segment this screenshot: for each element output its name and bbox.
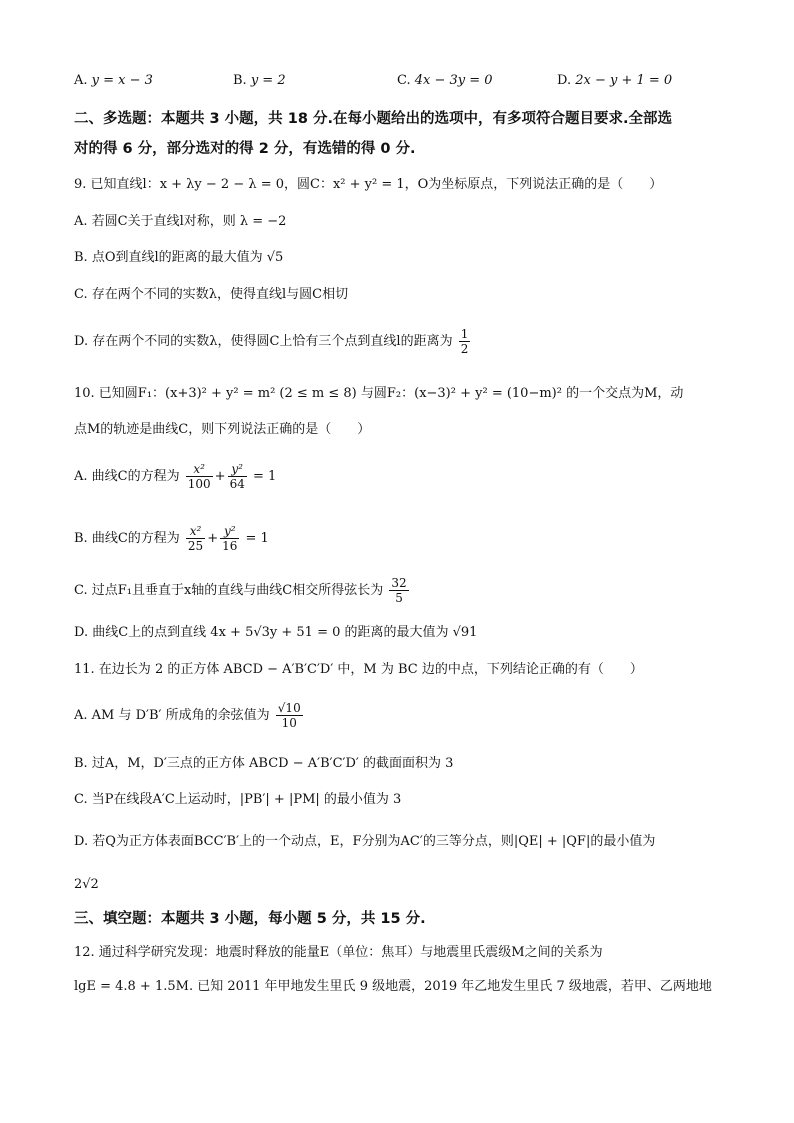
equation-tail: = 1: [245, 531, 269, 546]
numerator: y²: [228, 462, 247, 477]
numerator: x²: [186, 524, 205, 539]
numerator: x²: [186, 462, 213, 477]
numerator: 32: [391, 576, 407, 590]
section2-heading-line2: 对的得 6 分，部分选对的得 2 分，有选错的得 0 分.: [74, 141, 416, 157]
denominator: 100: [187, 477, 211, 491]
numerator: 1: [460, 327, 469, 341]
q10-option-b: B. 曲线C的方程为 $\frac{\text{x²}}{25}$ + $\frac{\text{y²}}{16}$ = 1: [74, 524, 269, 553]
q9-stem: 9. 已知直线l：x + λy − 2 − λ = 0，圆C：x² + y² = 1，O为坐标原点，下列说法正确的是（ ）: [74, 177, 663, 192]
option-text: A. 曲线C的方程为: [74, 469, 180, 484]
option-expr: 2x − y + 1 = 0: [575, 73, 673, 88]
q11-option-c: C. 当P在线段A′C上运动时，|PB′| + |PM| 的最小值为 3: [74, 792, 402, 807]
option-label: A.: [74, 73, 88, 88]
option-label: D.: [557, 73, 572, 88]
q9-option-d: [74, 325, 472, 359]
q8-option-a: [74, 71, 153, 91]
q8-option-d: [557, 71, 672, 91]
fraction: [459, 327, 471, 356]
option-text: C. 过点F₁且垂直于x轴的直线与曲线C相交所得弦长为: [74, 583, 384, 598]
q12-line2: lgE = 4.8 + 1.5M. 已知 2011 年甲地发生里氏 9 级地震，2019 年乙地发生里氏 7 级地震，若甲、乙两地地: [74, 979, 712, 994]
q11-option-d-line1: D. 若Q为正方体表面BCC′B′上的一个动点，E，F分别为AC′的三等分点，则|QE| + |QF|的最小值为: [74, 834, 656, 849]
option-expr: y = 2: [250, 73, 286, 88]
option-expr: y = x − 3: [91, 73, 153, 88]
denominator: 64: [229, 477, 245, 491]
q10-option-c: [74, 574, 411, 608]
denominator: 2: [460, 342, 469, 356]
q10-option-a: A. 曲线C的方程为 $\frac{\text{x²}}{100}$ + $\frac{\text{y²}}{64}$ = 1: [74, 462, 277, 491]
equation-tail: = 1: [252, 469, 277, 484]
option-text: B. 曲线C的方程为: [74, 531, 180, 546]
fraction: [276, 701, 303, 730]
denominator: 25: [187, 539, 204, 553]
fraction: [228, 462, 247, 491]
section2-heading-line1: 二、多选题：本题共 3 小题，共 18 分.在每小题给出的选项中，有多项符合题目要求.全部选: [74, 111, 672, 127]
q9-option-a: A. 若圆C关于直线l对称，则 λ = −2: [74, 214, 287, 229]
fraction: [186, 462, 213, 491]
option-expr: 4x − 3y = 0: [414, 73, 493, 88]
q10-stem-line2: 点M的轨迹是曲线C，则下列说法正确的是（ ）: [74, 422, 371, 437]
q11-option-d-line2: 2√2: [74, 877, 99, 892]
q10-stem-line1: 10. 已知圆F₁：(x+3)² + y² = m² (2 ≤ m ≤ 8) 与圆F₂：(x−3)² + y² = (10−m)² 的一个交点为M，动: [74, 386, 684, 401]
option-text: D. 存在两个不同的实数λ，使得圆C上恰有三个点到直线l的距离为: [74, 334, 453, 349]
denominator: 16: [222, 539, 238, 553]
denominator: 10: [281, 716, 297, 730]
option-text: A. AM 与 D′B′ 所成角的余弦值为: [74, 708, 270, 723]
q12-line1: 12. 通过科学研究发现：地震时释放的能量E（单位：焦耳）与地震里氏震级M之间的关系为: [74, 945, 603, 960]
q11-option-b: B. 过A，M，D′三点的正方体 ABCD − A′B′C′D′ 的截面面积为 3: [74, 756, 454, 771]
q8-option-b: [233, 71, 286, 91]
fraction: [186, 524, 205, 553]
option-label: B.: [233, 73, 247, 88]
q9-option-b: B. 点O到直线l的距离的最大值为 √5: [74, 250, 284, 265]
numerator: √10: [277, 701, 301, 715]
q9-option-c: C. 存在两个不同的实数λ，使得直线l与圆C相切: [74, 287, 349, 302]
fraction: [389, 576, 408, 605]
q11-stem: 11. 在边长为 2 的正方体 ABCD − A′B′C′D′ 中，M 为 BC 边的中点，下列结论正确的有（ ）: [74, 662, 643, 677]
option-label: C.: [397, 73, 411, 88]
q11-option-a: [74, 697, 305, 735]
fraction: [220, 524, 239, 553]
q10-option-d: D. 曲线C上的点到直线 4x + 5√3y + 51 = 0 的距离的最大值为 √91: [74, 625, 478, 640]
section3-heading: 三、填空题：本题共 3 小题，每小题 5 分，共 15 分.: [74, 911, 426, 927]
q8-option-c: [397, 71, 493, 91]
denominator: 5: [395, 591, 403, 605]
numerator: y²: [220, 524, 239, 539]
